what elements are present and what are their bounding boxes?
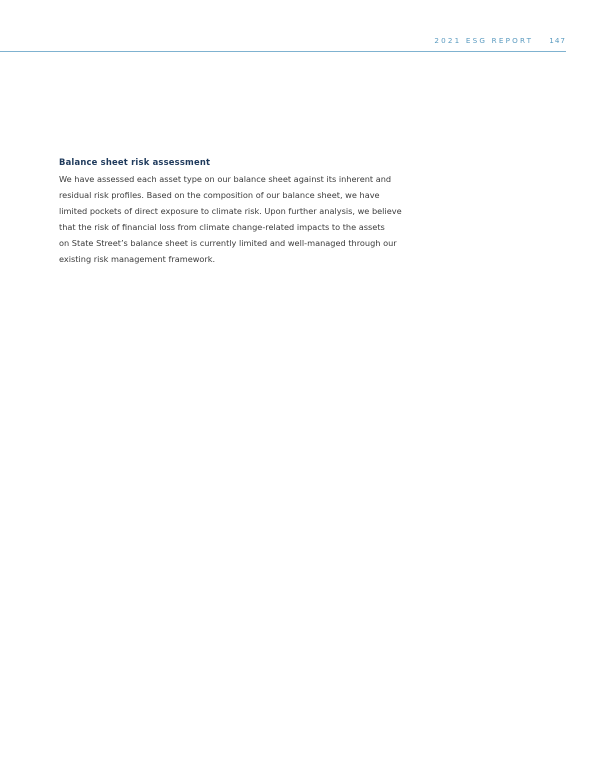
paragraph-line: limited pockets of direct exposure to climate risk. Upon further analysis, we believe (59, 206, 402, 216)
balance-sheet-risk-section (59, 157, 419, 267)
section-heading: Balance sheet risk assessment (59, 157, 211, 167)
paragraph-line: on State Street’s balance sheet is currently limited and well-managed through our (59, 238, 397, 248)
paragraph-line: residual risk profiles. Based on the composition of our balance sheet, we have (59, 190, 380, 200)
header-divider (0, 51, 566, 52)
paragraph-line: existing risk management framework. (59, 254, 216, 264)
section-paragraph (59, 171, 419, 267)
report-title: 2021 ESG REPORT (434, 36, 534, 45)
page-header (434, 36, 566, 45)
paragraph-line: that the risk of financial loss from climate change-related impacts to the assets (59, 222, 385, 232)
paragraph-line: We have assessed each asset type on our balance sheet against its inherent and (59, 174, 392, 184)
page-number: 147 (549, 36, 566, 45)
